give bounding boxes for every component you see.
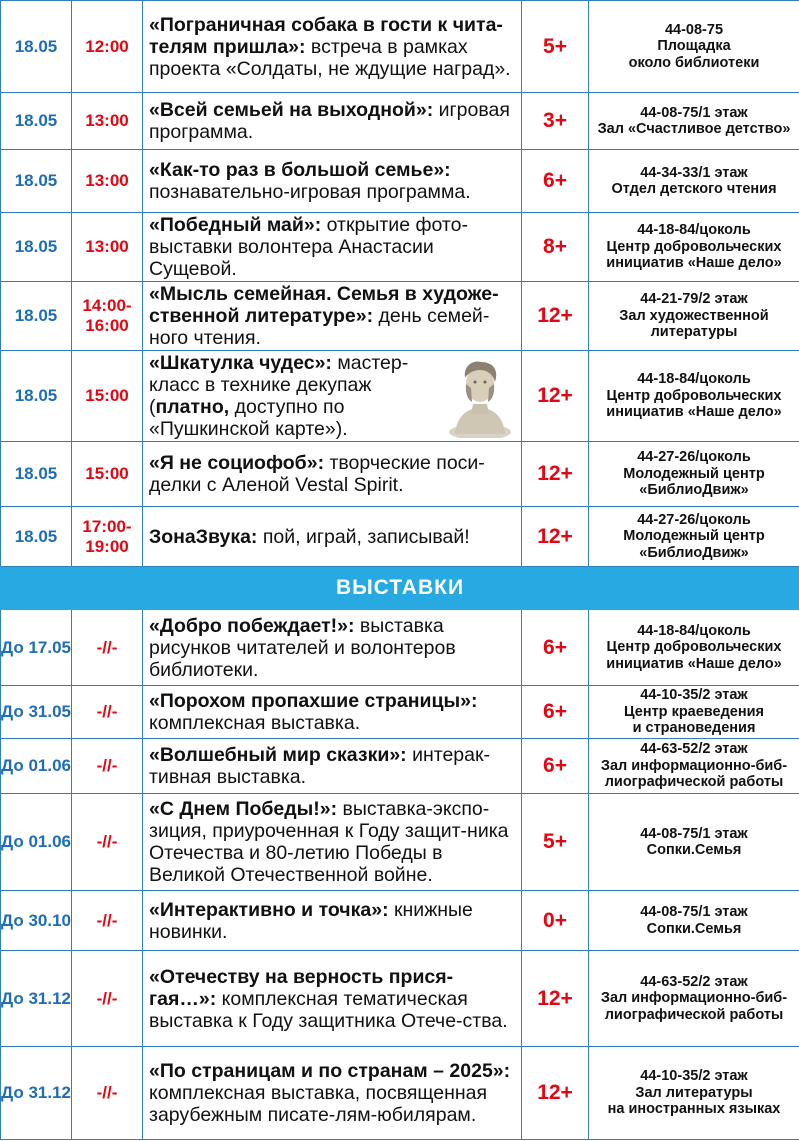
date-cell: До 31.12 — [1, 951, 72, 1047]
event-row — [1, 507, 799, 567]
description-text — [149, 526, 517, 548]
location-cell — [589, 1, 799, 93]
location-cell — [589, 507, 799, 567]
event-row — [1, 150, 799, 213]
location-cell — [589, 891, 799, 951]
event-title: «Как-то раз в большой семье»: — [149, 159, 451, 181]
location-cell — [589, 794, 799, 891]
description-cell — [143, 794, 522, 891]
event-text: познавательно-игровая программа. — [149, 181, 471, 203]
age-rating: 6+ — [522, 686, 589, 739]
exhibition-row — [1, 1047, 799, 1140]
location-cell — [589, 150, 799, 213]
date-cell: 18.05 — [1, 213, 72, 282]
time-cell: 14:00-16:00 — [72, 282, 143, 351]
event-note: платно, — [155, 396, 230, 418]
location-line: Зал «Счастливое детство» — [597, 121, 791, 137]
event-text: выставка рисунков читателей и волонтеров библиотеки. — [149, 614, 456, 681]
description-cell — [143, 93, 522, 150]
event-text: встреча в рамках проекта «Солдаты, не ждущие наград». — [149, 35, 511, 80]
event-text: открытие фото-выставки волонтера Анастасии Сущевой. — [149, 214, 468, 280]
time-cell: 13:00 — [72, 93, 143, 150]
exhibition-row — [1, 951, 799, 1047]
event-title: «Я не социофоб»: — [149, 452, 325, 474]
location-line: 44-10-35/2 этаж — [640, 1068, 748, 1085]
event-text: комплексная выставка, посвященная зарубежным писате-лям-юбилярам. — [149, 1082, 488, 1126]
location-line: 44-18-84/цоколь — [637, 222, 751, 239]
event-text: интерак-тивная выставка. — [149, 744, 491, 788]
location-cell — [589, 282, 799, 351]
event-text: выставка-экспо-зиция, приуроченная к Году защит-ника Отечества и 80-летию Победы в Великой Отечественной войне. — [149, 798, 509, 886]
location-line: Отдел детского чтения — [611, 181, 777, 197]
date-cell: До 17.05 — [1, 610, 72, 686]
time-cell: -//- — [72, 951, 143, 1047]
location-line: 44-08-75/1 этаж — [640, 904, 748, 920]
event-text: день семей-ного чтения. — [149, 305, 490, 349]
location-line: и страноведения — [632, 720, 756, 737]
description-cell — [143, 739, 522, 794]
date-cell: 18.05 — [1, 1, 72, 93]
location-cell — [589, 951, 799, 1047]
event-title: «Пограничная собака в гости к чита-телям пришла»: — [149, 13, 503, 58]
date-cell: До 01.06 — [1, 739, 72, 794]
time-cell: 13:00 — [72, 150, 143, 213]
age-rating: 8+ — [522, 213, 589, 282]
location-line: 44-63-52/2 этаж — [640, 973, 748, 990]
location-line: 44-27-26/цоколь — [637, 449, 751, 466]
location-line: 44-34-33/1 этаж — [640, 164, 748, 181]
description-cell — [143, 891, 522, 951]
location-cell — [589, 686, 799, 739]
location-cell — [589, 442, 799, 507]
description-text — [149, 1060, 517, 1126]
description-text — [149, 14, 517, 80]
date-cell: 18.05 — [1, 442, 72, 507]
description-text — [149, 744, 517, 788]
description-cell — [143, 213, 522, 282]
location-line: 44-08-75 — [664, 21, 724, 38]
location-cell — [589, 1047, 799, 1140]
location-line: Зал информационно-биб- — [600, 757, 788, 774]
section-title: ВЫСТАВКИ — [1, 567, 799, 610]
age-rating: 6+ — [522, 739, 589, 794]
location-cell — [589, 93, 799, 150]
time-cell: 15:00 — [72, 351, 143, 442]
date-cell: 18.05 — [1, 93, 72, 150]
event-title: «Всей семьей на выходной»: — [149, 99, 434, 121]
time-cell: -//- — [72, 686, 143, 739]
time-cell: 15:00 — [72, 442, 143, 507]
description-cell — [143, 951, 522, 1047]
event-title: ЗонаЗвука: — [149, 525, 258, 548]
event-text: книжные новинки. — [149, 898, 473, 943]
location-line: Зал художественной — [619, 307, 769, 324]
description-cell — [143, 282, 522, 351]
time-cell: -//- — [72, 739, 143, 794]
age-rating: 6+ — [522, 150, 589, 213]
date-cell: До 30.10 — [1, 891, 72, 951]
age-rating: 12+ — [522, 1047, 589, 1140]
exhibition-row — [1, 891, 799, 951]
age-rating: 12+ — [522, 282, 589, 351]
age-rating: 0+ — [522, 891, 589, 951]
location-line: инициатив «Наше дело» — [606, 404, 782, 421]
location-line: Сопки.Семья — [646, 920, 742, 937]
time-cell: -//- — [72, 610, 143, 686]
event-title: «Добро побеждает!»: — [149, 614, 355, 637]
age-rating: 5+ — [522, 1, 589, 93]
age-rating: 12+ — [522, 442, 589, 507]
event-title: «Порохом пропахшие страницы»: — [149, 690, 478, 712]
age-rating: 5+ — [522, 794, 589, 891]
description-text — [149, 690, 517, 734]
time-cell: 17:00-19:00 — [72, 507, 143, 567]
location-line: 44-18-84/цоколь — [637, 371, 751, 388]
event-title: «Шкатулка чудес»: — [149, 352, 332, 374]
description-cell — [143, 150, 522, 213]
location-line: литературы — [650, 324, 738, 341]
event-row — [1, 282, 799, 351]
time-cell: -//- — [72, 794, 143, 891]
description-cell — [143, 610, 522, 686]
age-rating: 3+ — [522, 93, 589, 150]
event-title: «Отечеству на верность прися-гая…»: — [149, 965, 454, 1010]
event-row — [1, 213, 799, 282]
event-text: творческие поси-делки с Аленой Vestal Spirit. — [149, 452, 485, 496]
exhibition-row — [1, 739, 799, 794]
location-line: на иностранных языках — [607, 1101, 781, 1118]
location-line: «БиблиоДвиж» — [639, 482, 749, 499]
location-line: «БиблиоДвиж» — [639, 544, 749, 561]
event-title: «С Днем Победы!»: — [149, 798, 338, 820]
location-line: Молодежный центр — [623, 465, 765, 482]
event-title: «Волшебный мир сказки»: — [149, 744, 407, 766]
location-line: 44-18-84/цоколь — [637, 622, 751, 639]
location-line: 44-08-75/1 этаж — [640, 104, 748, 121]
age-rating: 12+ — [522, 507, 589, 567]
date-cell: До 01.06 — [1, 794, 72, 891]
time-cell: -//- — [72, 891, 143, 951]
description-cell — [143, 507, 522, 567]
location-line: Сопки.Семья — [646, 842, 742, 858]
age-rating: 12+ — [522, 951, 589, 1047]
location-line: Центр краеведения — [623, 703, 764, 720]
description-cell — [143, 686, 522, 739]
description-text — [149, 798, 517, 886]
description-cell — [143, 351, 522, 442]
exhibition-row — [1, 686, 799, 739]
event-title: «По страницам и по странам – 2025»: — [149, 1060, 511, 1082]
description-text — [149, 283, 517, 349]
location-line: инициатив «Наше дело» — [606, 655, 782, 672]
location-line: Зал литературы — [635, 1084, 753, 1101]
time-cell: 12:00 — [72, 1, 143, 93]
location-cell — [589, 739, 799, 794]
location-line: 44-08-75/1 этаж — [640, 825, 748, 842]
description-text — [149, 159, 517, 203]
location-line: лиографической работы — [604, 1006, 784, 1023]
event-text: комплексная тематическая выставка к Году защитника Отече-ства. — [149, 987, 508, 1032]
location-line: Центр добровольческих — [606, 639, 782, 656]
location-cell — [589, 213, 799, 282]
description-text — [149, 899, 517, 943]
event-row — [1, 442, 799, 507]
location-cell — [589, 610, 799, 686]
description-cell — [143, 1, 522, 93]
location-line: Площадка — [657, 38, 731, 55]
location-cell — [589, 351, 799, 442]
event-text-2: доступно по «Пушкинской карте»). — [149, 396, 348, 440]
date-cell: 18.05 — [1, 507, 72, 567]
pushkin-bust-icon — [447, 354, 513, 438]
description-cell — [143, 442, 522, 507]
location-line: Центр добровольческих — [606, 387, 782, 404]
description-cell — [143, 1047, 522, 1140]
event-text: мастер-класс в технике декупаж ( — [149, 352, 409, 418]
event-row — [1, 1, 799, 93]
location-line: около библиотеки — [628, 54, 760, 71]
description-text — [149, 214, 517, 280]
location-line: инициатив «Наше дело» — [606, 255, 782, 272]
description-text — [149, 452, 517, 496]
description-text — [149, 615, 517, 681]
exhibition-row — [1, 610, 799, 686]
date-cell: 18.05 — [1, 150, 72, 213]
location-line: 44-21-79/2 этаж — [640, 291, 748, 308]
age-rating: 6+ — [522, 610, 589, 686]
location-line: 44-10-35/2 этаж — [640, 687, 748, 704]
event-text: пой, играй, записывай! — [257, 525, 470, 548]
description-text — [149, 966, 517, 1032]
location-line: Молодежный центр — [623, 528, 765, 545]
description-text — [149, 99, 517, 143]
event-text: комплексная выставка. — [149, 712, 361, 734]
location-line: 44-27-26/цоколь — [637, 511, 751, 528]
location-line: Центр добровольческих — [606, 238, 782, 255]
exhibition-row — [1, 794, 799, 891]
event-title: «Интерактивно и точка»: — [149, 898, 389, 921]
event-row — [1, 93, 799, 150]
event-row — [1, 351, 799, 442]
date-cell: 18.05 — [1, 351, 72, 442]
time-cell: -//- — [72, 1047, 143, 1140]
location-line: Зал информационно-биб- — [600, 990, 788, 1007]
event-text: игровая программа. — [149, 99, 510, 143]
time-cell: 13:00 — [72, 213, 143, 282]
date-cell: До 31.12 — [1, 1047, 72, 1140]
description-text — [149, 352, 517, 440]
date-cell: 18.05 — [1, 282, 72, 351]
event-title: «Победный май»: — [149, 214, 322, 236]
location-line: лиографической работы — [604, 774, 784, 791]
location-line: 44-63-52/2 этаж — [640, 741, 748, 758]
age-rating: 12+ — [522, 351, 589, 442]
section-header-row — [1, 567, 799, 610]
date-cell: До 31.05 — [1, 686, 72, 739]
event-title: «Мысль семейная. Семья в художе-ственной литературе»: — [149, 283, 499, 327]
